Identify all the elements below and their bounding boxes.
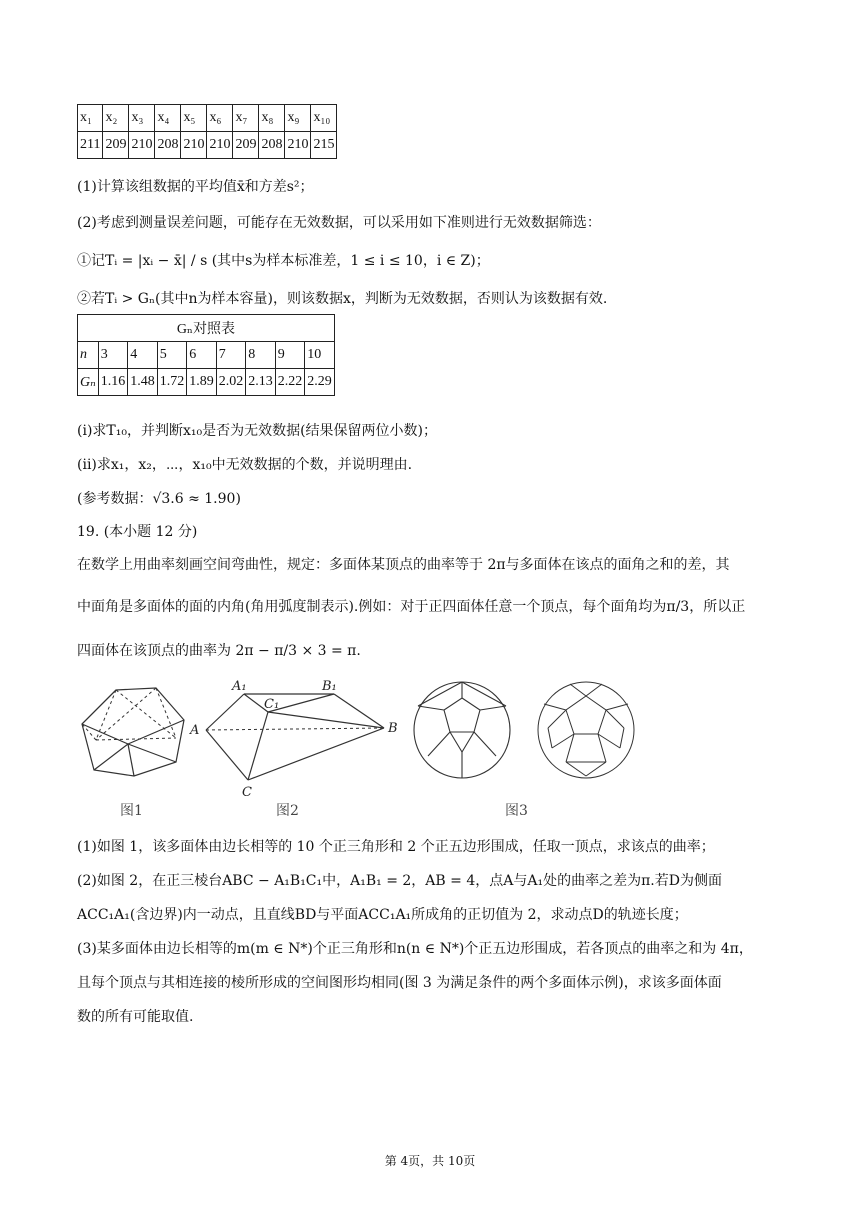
table-cell: x₇ <box>233 105 259 132</box>
table-cell: n <box>78 342 99 369</box>
table-cell: 7 <box>216 342 246 369</box>
q19-intro-1: 在数学上用曲率刻画空间弯曲性，规定：多面体某顶点的曲率等于 2π与多面体在该点的面角之和的差，其 <box>77 557 730 573</box>
table-cell: x₁₀ <box>311 105 337 132</box>
figure-1-caption: 图1 <box>120 803 143 819</box>
q18-rule1: ①记Tᵢ = |xᵢ − x̄| / s (其中s为样本标准差，1 ≤ i ≤ 10，i ∈ Z)； <box>77 253 490 269</box>
table-cell: 2.02 <box>216 369 246 396</box>
table-cell: Gₙ <box>78 369 99 396</box>
table-cell: x₄ <box>155 105 181 132</box>
table-cell: x₆ <box>207 105 233 132</box>
table-row <box>78 369 335 396</box>
table-row <box>78 132 337 159</box>
q18-reference: (参考数据：√3.6 ≈ 1.90) <box>77 491 241 507</box>
q18-sub-ii: (ii)求x₁，x₂，⋯，x₁₀中无效数据的个数，并说明理由. <box>77 457 413 473</box>
table-cell: x₉ <box>285 105 311 132</box>
table-cell: 2.29 <box>305 369 335 396</box>
table-cell: x₃ <box>129 105 155 132</box>
g-table <box>77 314 335 396</box>
table-cell: 210 <box>207 132 233 159</box>
q19-part3-line3: 数的所有可能取值. <box>77 1009 194 1025</box>
table-title: Gₙ对照表 <box>78 315 335 342</box>
label-a1: A₁ <box>232 679 247 694</box>
table-cell: 5 <box>157 342 187 369</box>
q19-intro-2: 中面角是多面体的面的内角(角用弧度制表示).例如：对于正四面体任意一个顶点，每个面角均为π/3，所以正 <box>77 599 746 615</box>
table-cell: x₅ <box>181 105 207 132</box>
table-cell: 10 <box>305 342 335 369</box>
table-cell: 208 <box>259 132 285 159</box>
table-cell: x₁ <box>78 105 103 132</box>
table-cell: 2.13 <box>246 369 276 396</box>
q18-rule2: ②若Tᵢ > Gₙ(其中n为样本容量)，则该数据x，判断为无效数据，否则认为该数据有效. <box>77 291 608 307</box>
q18-part1: (1)计算该组数据的平均值x̄和方差s²； <box>77 179 314 195</box>
label-a: A <box>190 723 200 738</box>
q19-part3-line1: (3)某多面体由边长相等的m(m ∈ N*)个正三角形和n(n ∈ N*)个正五边形围成，若各顶点的曲率之和为 4π， <box>77 941 753 957</box>
table-cell: x₈ <box>259 105 285 132</box>
table-cell: 1.48 <box>128 369 158 396</box>
q18-sub-i: (i)求T₁₀，并判断x₁₀是否为无效数据(结果保留两位小数)； <box>77 423 438 439</box>
table-cell: 4 <box>128 342 158 369</box>
q19-header: 19. (本小题 12 分) <box>77 524 198 540</box>
table-cell: 209 <box>233 132 259 159</box>
table-cell: 8 <box>246 342 276 369</box>
figure-3-caption: 图3 <box>505 803 528 819</box>
page-footer: 第 4页，共 10页 <box>384 1154 476 1168</box>
table-cell: 210 <box>129 132 155 159</box>
figure-2-caption: 图2 <box>276 803 299 819</box>
q19-intro-3: 四面体在该顶点的曲率为 2π − π/3 × 3 = π. <box>77 643 361 659</box>
figure-1-polyhedron <box>76 680 196 780</box>
table-cell: 209 <box>103 132 129 159</box>
table-cell: 9 <box>275 342 305 369</box>
figure-2-frustum <box>188 672 408 802</box>
table-cell: x₂ <box>103 105 129 132</box>
label-c1: C₁ <box>264 697 280 712</box>
table-cell: 1.16 <box>98 369 128 396</box>
table-cell: 1.89 <box>187 369 217 396</box>
figure-3-polyhedra <box>410 676 640 786</box>
label-c: C <box>242 785 252 800</box>
table-row <box>78 342 335 369</box>
data-table <box>77 104 337 159</box>
label-b: B <box>388 721 398 736</box>
table-cell: 2.22 <box>275 369 305 396</box>
table-cell: 211 <box>78 132 103 159</box>
q19-part2-line2: ACC₁A₁(含边界)内一动点，且直线BD与平面ACC₁A₁所成角的正切值为 2，求动点D的轨迹长度； <box>77 907 688 923</box>
table-cell: 6 <box>187 342 217 369</box>
q19-part3-line2: 且每个顶点与其相连接的棱所形成的空间图形均相同(图 3 为满足条件的两个多面体示例)，求该多面体面 <box>77 975 722 991</box>
table-cell: 210 <box>181 132 207 159</box>
table-cell: 215 <box>311 132 337 159</box>
label-b1: B₁ <box>322 679 337 694</box>
table-cell: 1.72 <box>157 369 187 396</box>
table-header-row <box>78 105 337 132</box>
table-title-row <box>78 315 335 342</box>
table-cell: 208 <box>155 132 181 159</box>
table-cell: 3 <box>98 342 128 369</box>
q19-part1: (1)如图 1，该多面体由边长相等的 10 个正三角形和 2 个正五边形围成，任取一顶点，求该点的曲率； <box>77 839 715 855</box>
q18-part2: (2)考虑到测量误差问题，可能存在无效数据，可以采用如下准则进行无效数据筛选： <box>77 215 601 231</box>
table-cell: 210 <box>285 132 311 159</box>
q19-part2-line1: (2)如图 2，在正三棱台ABC − A₁B₁C₁中，A₁B₁ = 2，AB = 4，点A与A₁处的曲率之差为π.若D为侧面 <box>77 873 722 889</box>
